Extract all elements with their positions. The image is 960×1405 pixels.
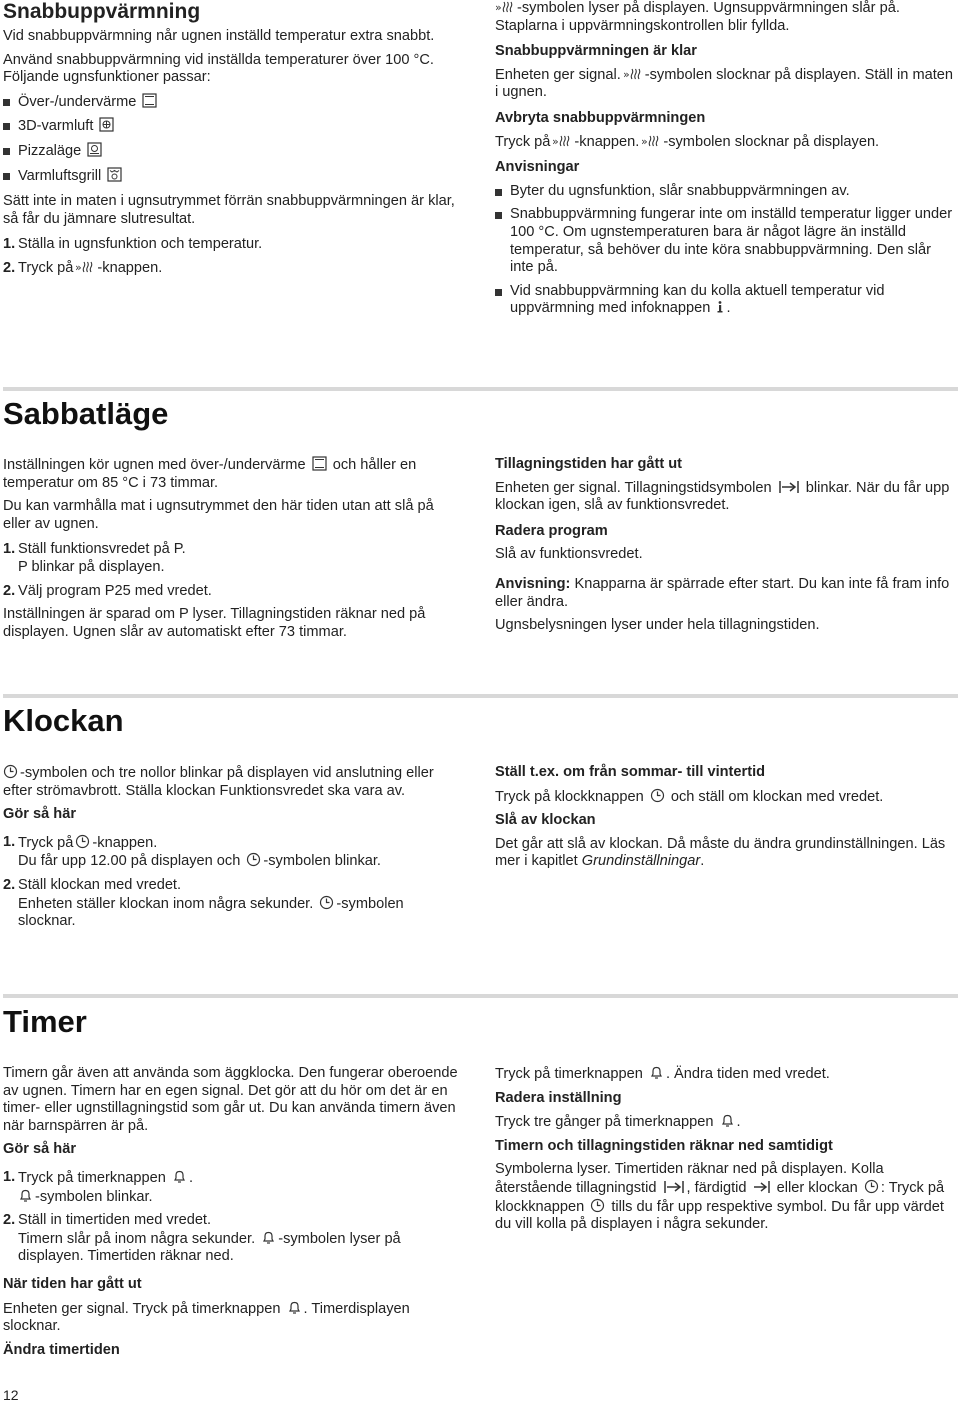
- klockan-col-right: [495, 764, 957, 877]
- clock-icon: [590, 1198, 605, 1213]
- paragraph: Tryck på timerknappen . Ändra tiden med vredet.: [495, 1066, 830, 1082]
- paragraph: Vid snabbuppvärmning når ugnen inställd temperatur extra snabbt.: [3, 28, 435, 44]
- paragraph: Slå av funktionsvredet.: [495, 546, 643, 563]
- paragraph: Enheten ger signal. » -symbolen slocknar på displayen. Ställ in maten i ugnen.: [495, 66, 954, 101]
- subheading: Ändra timertiden: [3, 1341, 120, 1358]
- info-icon: [716, 300, 724, 314]
- subheading: När tiden har gått ut: [3, 1275, 142, 1292]
- subheading: Slå av klockan: [495, 812, 596, 829]
- section-title-klockan: Klockan: [3, 703, 124, 738]
- timer-bell-icon: [172, 1169, 187, 1184]
- fast-heat-icon: [552, 134, 572, 148]
- paragraph: -symbolen och tre nollor blinkar på displayen vid anslutning eller efter strömavbrott. Ställa klockan Funktionsvredet ska vara av.: [3, 765, 434, 799]
- fast-heat-icon: [75, 260, 95, 274]
- step-2: 2. Ställ klockan med vredet. Enheten ställer klockan inom några sekunder. -symbolen slocknar.: [3, 876, 404, 930]
- clock-icon: [864, 1179, 879, 1194]
- list-item: Snabbuppvärmning fungerar inte om inställd temperatur ligger under 100 °C. Om ugnstemperaturen bara är något lägre än inställd temperatur, så behöver du inte köra snabbuppvärmning. Den slår inte på.: [495, 206, 957, 276]
- clock-icon: [319, 895, 334, 910]
- section-divider: [3, 387, 958, 391]
- step-1: 1. Tryck på timerknappen . -symbolen blinkar.: [3, 1168, 194, 1205]
- timer-col-left: [3, 1065, 465, 1365]
- end-time-icon: [753, 1180, 771, 1194]
- paragraph: Timern går även att använda som äggklocka. Den fungerar oberoende av ugnen. Timern har en egen signal. Det gör att du hör om det är en timer- eller ugnstillagningstid som går ut. Du kan använda timern även när barnspärren är på.: [3, 1065, 458, 1134]
- paragraph: Sätt inte in maten i ugnsutrymmet förrän snabbuppvärmningen är klar, så får du jämnare slutresultat.: [3, 193, 455, 227]
- 3d-hot-air-icon: [99, 117, 114, 132]
- sabbat-col-right: [495, 456, 957, 641]
- list-item: Över-/undervärme: [3, 93, 465, 112]
- paragraph: Enheten ger signal. Tillagningstidsymbolen blinkar. När du får upp klockan igen, slå av funktionsvredet.: [495, 479, 950, 514]
- list-item: 3D-varmluft: [3, 117, 465, 136]
- paragraph: » -symbolen lyser på displayen. Ugnsuppvärmningen slår på. Staplarna i uppvärmningskontrollen blir fyllda.: [495, 0, 900, 34]
- subheading: Gör så här: [3, 1141, 76, 1158]
- snabb-col-right: [495, 0, 957, 324]
- section-title-sabbatlage: Sabbatläge: [3, 396, 169, 431]
- paragraph: Det går att slå av klockan. Då måste du ändra grundinställningen. Läs mer i kapitlet Grundinställningar.: [495, 835, 946, 870]
- paragraph: Tryck på klockknappen och ställ om klockan med vredet.: [495, 788, 884, 805]
- list-item: Varmluftsgrill: [3, 167, 465, 186]
- paragraph: Tryck på » -knappen. » -symbolen slocknar på displayen.: [495, 133, 880, 150]
- paragraph: Symbolerna lyser. Timertiden räknar ned på displayen. Kolla återstående tillagningstid , färdigtid eller klockan : Tryck på klockknappen tills du får upp respektive symbol. Du får upp värdet du vill kolla på displayen i några sekunder.: [495, 1161, 945, 1233]
- snabb-col-left: [3, 0, 465, 284]
- list-item: Vid snabbuppvärmning kan du kolla aktuell temperatur vid uppvärmning med infoknappen .: [495, 283, 957, 318]
- paragraph: Tryck tre gånger på timerknappen .: [495, 1114, 741, 1131]
- subheading: Snabbuppvärmningen är klar: [495, 43, 697, 60]
- subheading: Ställ t.ex. om från sommar- till vintertid: [495, 764, 766, 780]
- svg-text:»: »: [495, 1, 502, 14]
- svg-text:»: »: [75, 260, 83, 274]
- list-item: Byter du ugnsfunktion, slår snabbuppvärmningen av.: [495, 183, 957, 201]
- top-bottom-heat-icon: [312, 456, 327, 471]
- fast-heat-icon: [623, 67, 643, 81]
- svg-text:»: »: [552, 134, 560, 148]
- subheading: Tillagningstiden har gått ut: [495, 456, 683, 472]
- svg-text:»: »: [641, 134, 649, 148]
- clock-icon: [75, 834, 90, 849]
- pizza-mode-icon: [87, 142, 102, 157]
- timer-bell-icon: [18, 1188, 33, 1203]
- section-title-snabbuppvarmning: Snabbuppvärmning: [3, 0, 201, 23]
- top-bottom-heat-icon: [142, 93, 157, 108]
- clock-icon: [246, 852, 261, 867]
- timer-bell-icon: [287, 1300, 302, 1315]
- timer-col-right: [495, 1065, 957, 1240]
- paragraph: Enheten ger signal. Tryck på timerknappen . Timerdisplayen slocknar.: [3, 1300, 410, 1335]
- timer-bell-icon: [720, 1113, 735, 1128]
- fast-heat-icon: [641, 134, 661, 148]
- svg-text:»: »: [622, 67, 630, 81]
- page-number: 12: [3, 1387, 19, 1403]
- step-1: 1. Tryck på -knappen. Du får upp 12.00 på displayen och -symbolen blinkar.: [3, 833, 381, 870]
- section-title-timer: Timer: [3, 1004, 87, 1039]
- paragraph: Inställningen är sparad om P lyser. Tillagningstiden räknar ned på displayen. Ugnen slår av automatiskt efter 73 timmar.: [3, 606, 426, 640]
- hot-air-grill-icon: [107, 167, 122, 182]
- subheading: Avbryta snabbuppvärmningen: [495, 109, 706, 126]
- list-item: Pizzaläge: [3, 142, 465, 161]
- subheading: Radera inställning: [495, 1089, 622, 1106]
- paragraph: Anvisning: Knapparna är spärrade efter start. Du kan inte få fram info eller ändra.: [495, 575, 950, 610]
- cooking-time-icon: [778, 480, 800, 494]
- clock-icon: [650, 788, 665, 803]
- timer-bell-icon: [649, 1065, 664, 1080]
- paragraph: Använd snabbuppvärmning vid inställda temperaturer över 100 °C. Följande ugnsfunktioner passar:: [3, 51, 434, 86]
- step-2: 2. Välj program P25 med vredet.: [3, 582, 212, 599]
- step-2: 2. Tryck på » -knappen.: [3, 259, 163, 276]
- paragraph: Du kan varmhålla mat i ugnsutrymmet den här tiden utan att slå på eller av ugnen.: [3, 498, 434, 532]
- section-divider: [3, 994, 958, 998]
- paragraph: Ugnsbelysningen lyser under hela tillagningstiden.: [495, 617, 820, 634]
- clock-icon: [3, 764, 18, 779]
- subheading: Radera program: [495, 522, 608, 539]
- subheading: Anvisningar: [495, 159, 580, 176]
- cooking-time-icon: [663, 1180, 685, 1194]
- sabbat-col-left: [3, 456, 465, 647]
- step-1: 1. Ställ funktionsvredet på P. P blinkar på displayen.: [3, 541, 186, 575]
- subheading: Gör så här: [3, 806, 76, 823]
- subheading: Timern och tillagningstiden räknar ned samtidigt: [495, 1137, 833, 1154]
- klockan-col-left: [3, 764, 465, 937]
- fast-heat-icon: [495, 0, 515, 14]
- step-1: 1. Ställa in ugnsfunktion och temperatur.: [3, 236, 263, 253]
- timer-bell-icon: [261, 1230, 276, 1245]
- step-2: 2. Ställ in timertiden med vredet. Timern slår på inom några sekunder. -symbolen lyser på displayen. Timertiden räknar ned.: [3, 1212, 401, 1265]
- paragraph: Inställningen kör ugnen med över-/undervärme och håller en temperatur om 85 °C i 73 timmar.: [3, 457, 417, 491]
- section-divider: [3, 694, 958, 698]
